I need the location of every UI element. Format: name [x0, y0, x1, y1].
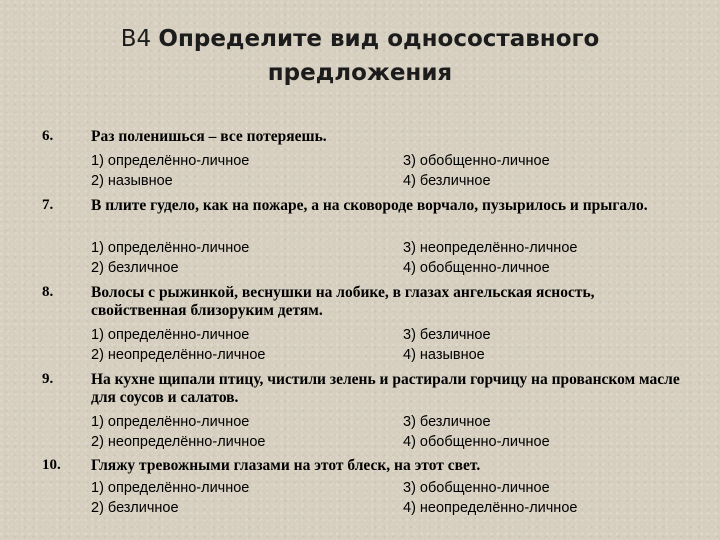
answer-option: 2) безличное — [91, 260, 179, 276]
answer-option: 4) назывное — [403, 347, 485, 363]
answer-option: 4) неопределённо-личное — [403, 500, 578, 516]
question-number: 10. — [42, 457, 61, 473]
answer-option: 4) безличное — [403, 173, 491, 189]
answer-option: 1) определённо-личное — [91, 153, 250, 169]
answer-option: 2) неопределённо-личное — [91, 347, 266, 363]
slide-title — [0, 22, 720, 90]
question-text: В плите гудело, как на пожаре, а на сковороде ворчало, пузырилось и прыгало. — [91, 197, 648, 214]
title-heading: Определите вид односоставного — [158, 26, 600, 52]
answer-option: 3) обобщенно-личное — [403, 480, 550, 496]
question-number: 7. — [42, 197, 54, 213]
question-text: Раз поленишься – все потеряешь. — [91, 128, 327, 145]
answer-option: 2) неопределённо-личное — [91, 434, 266, 450]
answer-option: 3) безличное — [403, 327, 491, 343]
answer-option: 1) определённо-личное — [91, 327, 250, 343]
answer-option: 2) назывное — [91, 173, 173, 189]
title-line-2: предложения — [267, 60, 453, 86]
answer-option: 1) определённо-личное — [91, 414, 250, 430]
answer-option: 4) обобщенно-личное — [403, 434, 550, 450]
question-number: 6. — [42, 128, 54, 144]
question-text: Волосы с рыжинкой, веснушки на лобике, в глазах ангельская ясность, свойственная близоруким детям. — [91, 284, 595, 319]
answer-option: 3) обобщенно-личное — [403, 153, 550, 169]
answer-option: 4) обобщенно-личное — [403, 260, 550, 276]
answer-option: 2) безличное — [91, 500, 179, 516]
answer-option: 1) определённо-личное — [91, 480, 250, 496]
task-code: В4 — [120, 26, 152, 52]
answer-option: 3) безличное — [403, 414, 491, 430]
question-number: 8. — [42, 284, 54, 300]
question-number: 9. — [42, 371, 54, 387]
answer-option: 1) определённо-личное — [91, 240, 250, 256]
question-text: Гляжу тревожными глазами на этот блеск, на этот свет. — [91, 457, 481, 474]
answer-option: 3) неопределённо-личное — [403, 240, 578, 256]
question-text: На кухне щипали птицу, чистили зелень и растирали горчицу на прованском масле для соусов и салатов. — [91, 371, 680, 406]
